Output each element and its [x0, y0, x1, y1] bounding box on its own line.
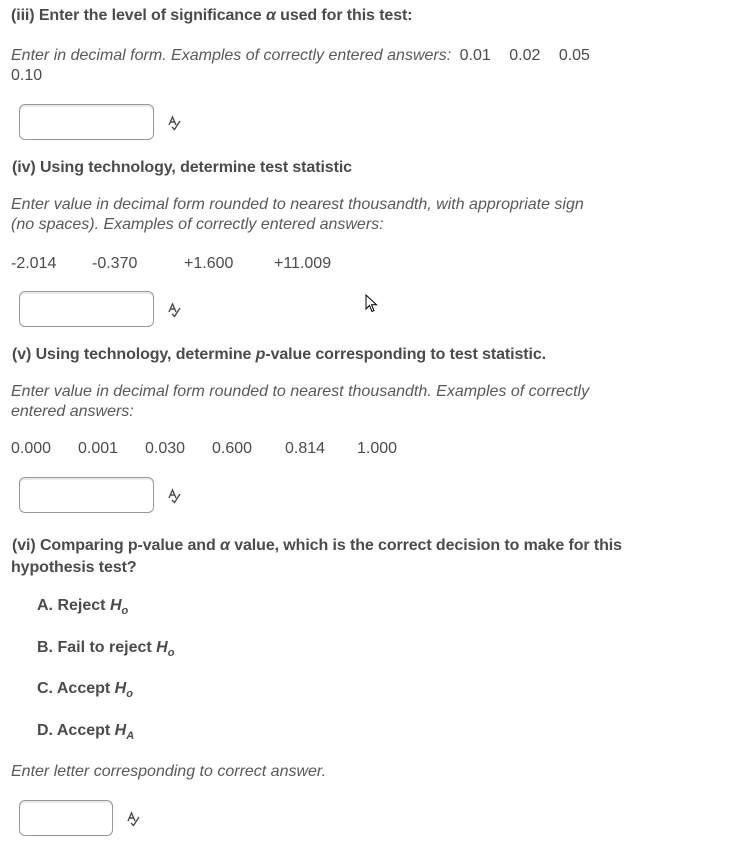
test-statistic-input[interactable]: [19, 291, 154, 327]
q4-instruction-line1: Enter value in decimal form rounded to nearest thousandth, with appropriate sign: [11, 196, 584, 213]
spellcheck-icon[interactable]: [166, 115, 182, 131]
q5-example: 0.600: [212, 440, 253, 457]
q5-instruction-line1: Enter value in decimal form rounded to nearest thousandth. Examples of correctly: [11, 383, 590, 400]
q3-prompt: (iii) Enter the level of significance α used for this test:: [11, 7, 413, 24]
q5-example: 0.814: [285, 440, 326, 457]
q3-example: 0.10: [11, 67, 43, 84]
q3-example: 0.01: [459, 47, 491, 64]
decision-letter-input[interactable]: [19, 800, 113, 836]
spellcheck-icon[interactable]: [125, 811, 141, 827]
option-a: A. Reject $H_o$: [37, 597, 129, 618]
mouse-cursor-icon: [365, 294, 379, 314]
q6-instruction: Enter letter corresponding to correct answer.: [11, 763, 327, 780]
q4-instruction-line2: (no spaces). Examples of correctly entered answers:: [11, 216, 384, 233]
q4-prompt: (iv) Using technology, determine test statistic: [12, 159, 352, 176]
q3-instruction: Enter in decimal form. Examples of correctly entered answers: 0.01 0.02 0.05: [11, 47, 590, 64]
option-d: D. Accept $H_A$: [37, 722, 135, 743]
q6-prompt: (vi) Comparing p-value and α value, which is the correct decision to make for this: [12, 537, 622, 554]
option-c: C. Accept $H_o$: [37, 680, 133, 701]
alpha-symbol: α: [265, 7, 276, 24]
q4-example: -0.370: [92, 255, 138, 272]
q4-example: +1.600: [184, 255, 234, 272]
q5-example: 0.030: [145, 440, 186, 457]
q6-prompt-line2: hypothesis test?: [11, 559, 137, 576]
alpha-symbol: α: [220, 537, 230, 554]
option-b: B. Fail to reject $H_o$: [37, 639, 175, 660]
q5-example: 0.001: [78, 440, 119, 457]
q3-example: 0.02: [509, 47, 541, 64]
spellcheck-icon[interactable]: [166, 488, 182, 504]
q5-example: 1.000: [357, 440, 398, 457]
p-value-input[interactable]: [19, 477, 154, 513]
q5-instruction-line2: entered answers:: [11, 403, 134, 420]
q3-example: 0.05: [558, 47, 590, 64]
q4-example: +11.009: [274, 255, 332, 272]
significance-level-input[interactable]: [19, 104, 154, 140]
q4-example: -2.014: [11, 255, 57, 272]
spellcheck-icon[interactable]: [166, 302, 182, 318]
q5-example: 0.000: [11, 440, 52, 457]
q5-prompt: (v) Using technology, determine p-value corresponding to test statistic.: [12, 346, 546, 363]
